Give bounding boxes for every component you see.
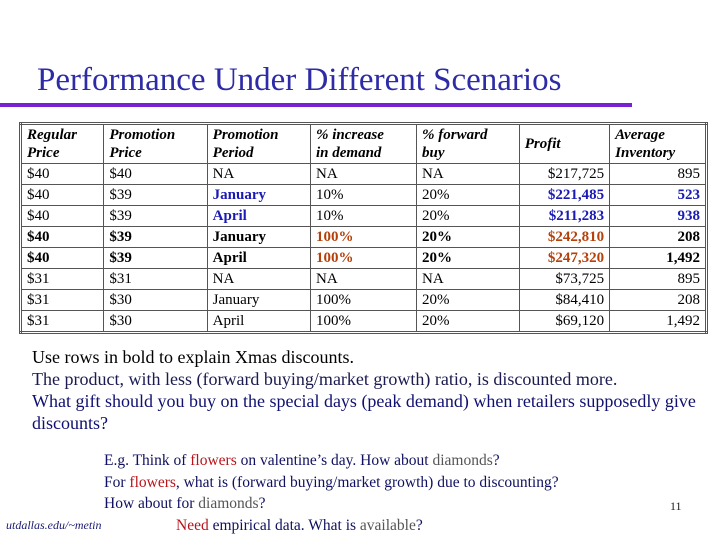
table-cell: 938 [610, 206, 707, 227]
table-cell: 100% [310, 227, 416, 248]
footer-url: utdallas.edu/~metin [6, 518, 102, 532]
header-promotion-price: Promotion Price [104, 124, 207, 164]
table-cell: 208 [610, 290, 707, 311]
table-cell: 523 [610, 185, 707, 206]
example-line-valentine: E.g. Think of flowers on valentine’s day. How about diamonds? [104, 452, 500, 469]
table-cell: $31 [21, 290, 104, 311]
table-cell: $31 [104, 269, 207, 290]
header-forward-buy: % forward buy [417, 124, 520, 164]
table-row [21, 290, 707, 311]
table-cell: 20% [417, 311, 520, 333]
table-cell: 20% [417, 206, 520, 227]
header-promotion-period: Promotion Period [207, 124, 310, 164]
table-cell: NA [207, 269, 310, 290]
example-line-empirical: Need empirical data. What is available? [176, 516, 423, 534]
body-line-ratio: The product, with less (forward buying/market growth) ratio, is discounted more. [32, 369, 618, 389]
table-cell: $40 [104, 164, 207, 185]
table-cell: April [207, 206, 310, 227]
header-regular-price: Regular Price [21, 124, 104, 164]
table-row [21, 227, 707, 248]
title-underline [0, 103, 632, 107]
table-cell: $221,485 [519, 185, 609, 206]
header-average-inventory: Average Inventory [610, 124, 707, 164]
diamonds-word: diamonds [198, 495, 259, 512]
table-row [21, 248, 707, 269]
table-cell: $39 [104, 185, 207, 206]
header-profit: Profit [519, 124, 609, 164]
table-cell: NA [417, 269, 520, 290]
table-cell: $30 [104, 290, 207, 311]
table-cell: $31 [21, 311, 104, 333]
table-cell: January [207, 185, 310, 206]
need-word: Need [176, 516, 209, 534]
available-word: available [359, 516, 416, 534]
table-row [21, 164, 707, 185]
table-cell: $69,120 [519, 311, 609, 333]
table-row [21, 269, 707, 290]
table-cell: $39 [104, 227, 207, 248]
table-cell: 100% [310, 248, 416, 269]
table-cell: NA [310, 164, 416, 185]
table-cell: 100% [310, 311, 416, 333]
table-cell: 20% [417, 290, 520, 311]
table-row [21, 185, 707, 206]
table-cell: $211,283 [519, 206, 609, 227]
table-cell: 895 [610, 164, 707, 185]
table-cell: $40 [21, 248, 104, 269]
table-cell: $39 [104, 248, 207, 269]
table-cell: $40 [21, 164, 104, 185]
scenario-table [19, 122, 708, 334]
table-cell: 1,492 [610, 311, 707, 333]
examples-block [104, 450, 664, 536]
body-line-gift-question: What gift should you buy on the special days (peak demand) when retailers supposedly give discounts? [32, 391, 696, 433]
table-cell: 895 [610, 269, 707, 290]
table-cell: $39 [104, 206, 207, 227]
table-cell: $73,725 [519, 269, 609, 290]
flowers-word: flowers [190, 452, 237, 469]
example-line-flowers: For flowers, what is (forward buying/market growth) due to discounting? [104, 473, 559, 491]
table-cell: NA [207, 164, 310, 185]
table-cell: 20% [417, 185, 520, 206]
table-body [21, 164, 707, 333]
header-increase-demand: % increase in demand [310, 124, 416, 164]
table-cell: January [207, 227, 310, 248]
table-cell: NA [417, 164, 520, 185]
table-cell: 20% [417, 248, 520, 269]
table-cell: January [207, 290, 310, 311]
table-cell: 10% [310, 206, 416, 227]
table-cell: $40 [21, 227, 104, 248]
table-cell: $247,320 [519, 248, 609, 269]
table-row [21, 311, 707, 333]
table-cell: 1,492 [610, 248, 707, 269]
table-row [21, 206, 707, 227]
table-cell: $84,410 [519, 290, 609, 311]
table-cell: $217,725 [519, 164, 609, 185]
body-text [32, 346, 712, 434]
body-line-xmas: Use rows in bold to explain Xmas discounts. [32, 347, 354, 367]
table-cell: NA [310, 269, 416, 290]
example-line-diamonds: How about for diamonds? [104, 495, 266, 512]
table-cell: $40 [21, 185, 104, 206]
page-number: 11 [670, 499, 682, 513]
table-cell: 20% [417, 227, 520, 248]
table-cell: $40 [21, 206, 104, 227]
table-cell: April [207, 248, 310, 269]
table-cell: $242,810 [519, 227, 609, 248]
slide-title: Performance Under Different Scenarios [37, 62, 562, 98]
diamonds-word: diamonds [432, 452, 493, 469]
flowers-word: flowers [129, 473, 176, 491]
table-header-row [21, 124, 707, 164]
table-cell: 100% [310, 290, 416, 311]
table-cell: $31 [21, 269, 104, 290]
table-cell: 208 [610, 227, 707, 248]
table-cell: $30 [104, 311, 207, 333]
table-cell: April [207, 311, 310, 333]
table-cell: 10% [310, 185, 416, 206]
